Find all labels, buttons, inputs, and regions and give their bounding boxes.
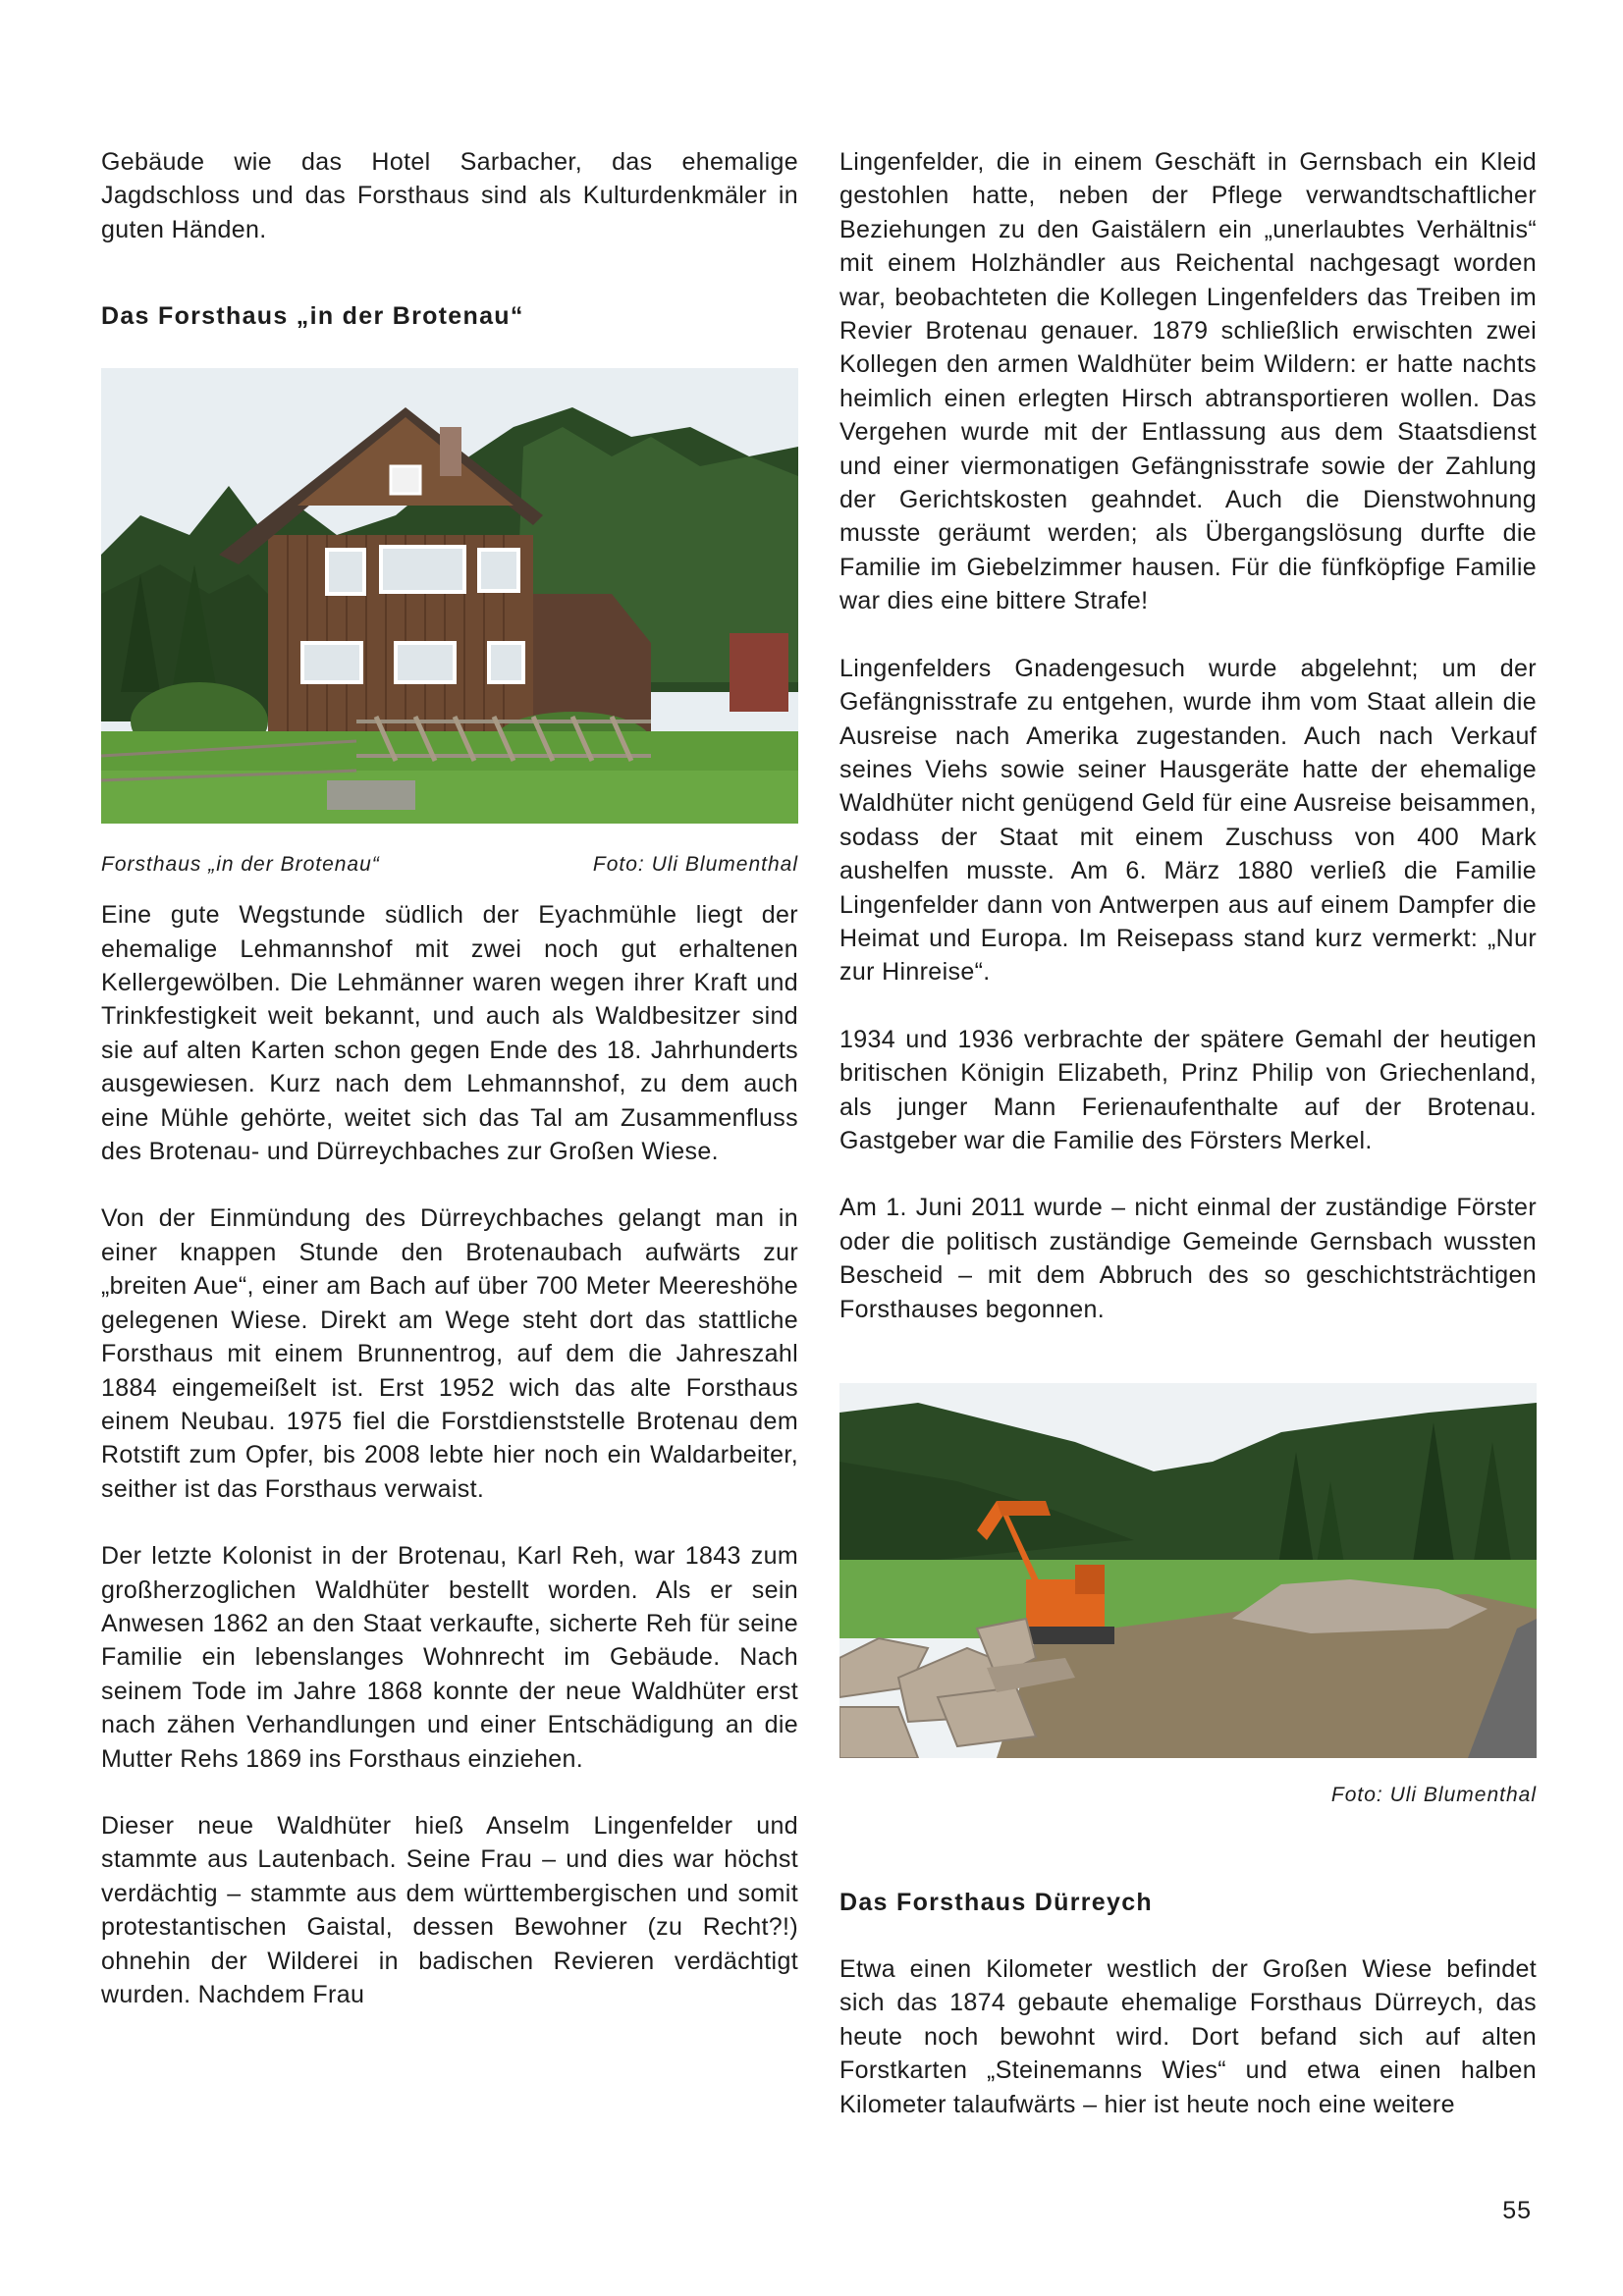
intro-paragraph: Gebäude wie das Hotel Sarbacher, das ehemalige Jagdschloss und das Forsthaus sind als Kulturdenkmäler in guten Händen. [101,148,798,243]
demolition-caption-row [839,1782,1537,1809]
right-column [839,145,1537,2121]
paragraph-lingenfelder-cont: Lingenfelder, die in einem Geschäft in Gernsbach ein Kleid gestohlen hatte, neben der Pflege verwandtschaftlicher Beziehungen zu den Gaistälern ein „unerlaubtes Verhältnis“ mit einem Holzhändler aus Reichental nachgesagt worden war, beobachteten die Kollegen Lingenfelders das Treiben im Revier Brotenau genauer. 1879 schließlich erwischten zwei Kollegen den armen Waldhüter beim Wildern: er hatte nachts heimlich einen erlegten Hirsch abtransportieren wollen. Das Vergehen wurde mit der Entlassung aus dem Staatsdienst und einer viermonatigen Gefängnisstrafe sowie der Zahlung der Gerichtskosten geahndet. Auch die Dienstwohnung musste geräumt werden; als Übergangslösung durfte die Familie im Giebelzimmer hausen. Für die fünfköpfige Familie war dies eine bittere Strafe! [839,148,1537,615]
photo-credit: Foto: Uli Blumenthal [592,853,798,877]
page-number: 55 [1502,2197,1532,2224]
photo-caption: Forsthaus „in der Brotenau“ [101,853,380,877]
left-body [101,898,798,2011]
paragraph-gnadengesuch: Lingenfelders Gnadengesuch wurde abgelehnt; um der Gefängnisstrafe zu entgehen, wurde ihm vom Staat allein die Ausreise nach Amerika zugestanden. Auch nach Verkauf seines Viehs sowie seiner Hausgeräte hatte der ehemalige Waldhüter nicht genügend Geld für eine Ausreise beisammen, sodass der Staat mit einem Zuschuss von 400 Mark aushelfen musste. Am 6. März 1880 verließ die Familie Lingenfelder dann von Antwerpen aus auf einem Dampfer die Heimat und Europa. Im Reisepass stand kurz vermerkt: „Nur zur Hinreise“. [839,654,1537,987]
paragraph-duerreych: Etwa einen Kilometer westlich der Großen Wiese befindet sich das 1874 gebaute ehemalige Forsthaus Dürreych, das heute noch bewohnt wird. Dort befand sich auf alten Forstkarten „Steinemanns Wies“ und etwa einen halben Kilometer talaufwärts – hier ist heute noch eine weitere [839,1955,1537,2118]
forsthaus-photo-image [101,368,798,824]
photo-forsthaus-brotenau [101,368,798,824]
section-heading-duerreych: Das Forsthaus Dürreych [839,1889,1153,1916]
paragraph-abbruch: Am 1. Juni 2011 wurde – nicht einmal der zuständige Förster oder die politisch zuständige Gemeinde Gernsbach wussten Bescheid – mit dem Abbruch des so geschichtsträchtigen Forsthauses begonnen. [839,1194,1537,1323]
section-heading-brotenau: Das Forsthaus „in der Brotenau“ [101,302,524,331]
paragraph-karl-reh: Der letzte Kolonist in der Brotenau, Karl Reh, war 1843 zum großherzoglichen Waldhüter bestellt worden. Als er sein Anwesen 1862 an den Staat verkaufte, sicherte Reh für seine Familie ein lebenslanges Wohnrecht im Gebäude. Nach seinem Tode im Jahre 1868 konnte der neue Waldhüter erst nach zähen Verhandlungen und einer Entschädigung an die Mutter Rehs 1869 ins Forsthaus einziehen. [101,1542,798,1773]
paragraph-duerreychbach: Von der Einmündung des Dürreychbaches gelangt man in einer knappen Stunde den Brotenaubach aufwärts zur „breiten Aue“, einer am Bach auf über 700 Meter Meereshöhe gelegenen Wiese. Direkt am Wege steht dort das stattliche Forsthaus mit einem Brunnentrog, auf dem die Jahreszahl 1884 eingemeißelt ist. Erst 1952 wich das alte Forsthaus einem Neubau. 1975 fiel die Forstdienststelle Brotenau dem Rotstift zum Opfer, bis 2008 lebte hier noch ein Waldarbeiter, seither ist das Forsthaus verwaist. [101,1204,798,1503]
photo-demolition [839,1383,1537,1758]
demolition-photo-credit: Foto: Uli Blumenthal [1330,1784,1537,1806]
paragraph-lingenfelder: Dieser neue Waldhüter hieß Anselm Lingenfelder und stammte aus Lautenbach. Seine Frau – und dies war höchst verdächtig – stammte aus dem württembergischen und somit protestantischen Gaistal, dessen Bewohner (zu Recht?!) ohnehin der Wilderei in badischen Revieren verdächtigt wurden. Nachdem Frau [101,1811,798,2008]
demolition-photo-image [839,1383,1537,1758]
photo-caption-row [101,851,798,879]
left-column [101,145,798,2011]
paragraph-prinz-philip: 1934 und 1936 verbrachte der spätere Gemahl der heutigen britischen Königin Elizabeth, Prinz Philip von Griechenland, als junger Mann Ferienaufenthalte auf der Brotenau. Gastgeber war die Familie des Försters Merkel. [839,1025,1537,1154]
paragraph-lehmannshof: Eine gute Wegstunde südlich der Eyachmühle liegt der ehemalige Lehmannshof mit zwei noch gut erhaltenen Kellergewölben. Die Lehmänner waren wegen ihrer Kraft und Trinkfestigkeit weit bekannt, und auch als Waldbesitzer sind sie auf alten Karten schon gegen Ende des 18. Jahrhunderts ausgewiesen. Kurz nach dem Lehmannshof, zu dem auch eine Mühle gehörte, weitet sich das Tal am Zusammenfluss des Brotenau- und Dürreychbaches zur Großen Wiese. [101,901,798,1166]
